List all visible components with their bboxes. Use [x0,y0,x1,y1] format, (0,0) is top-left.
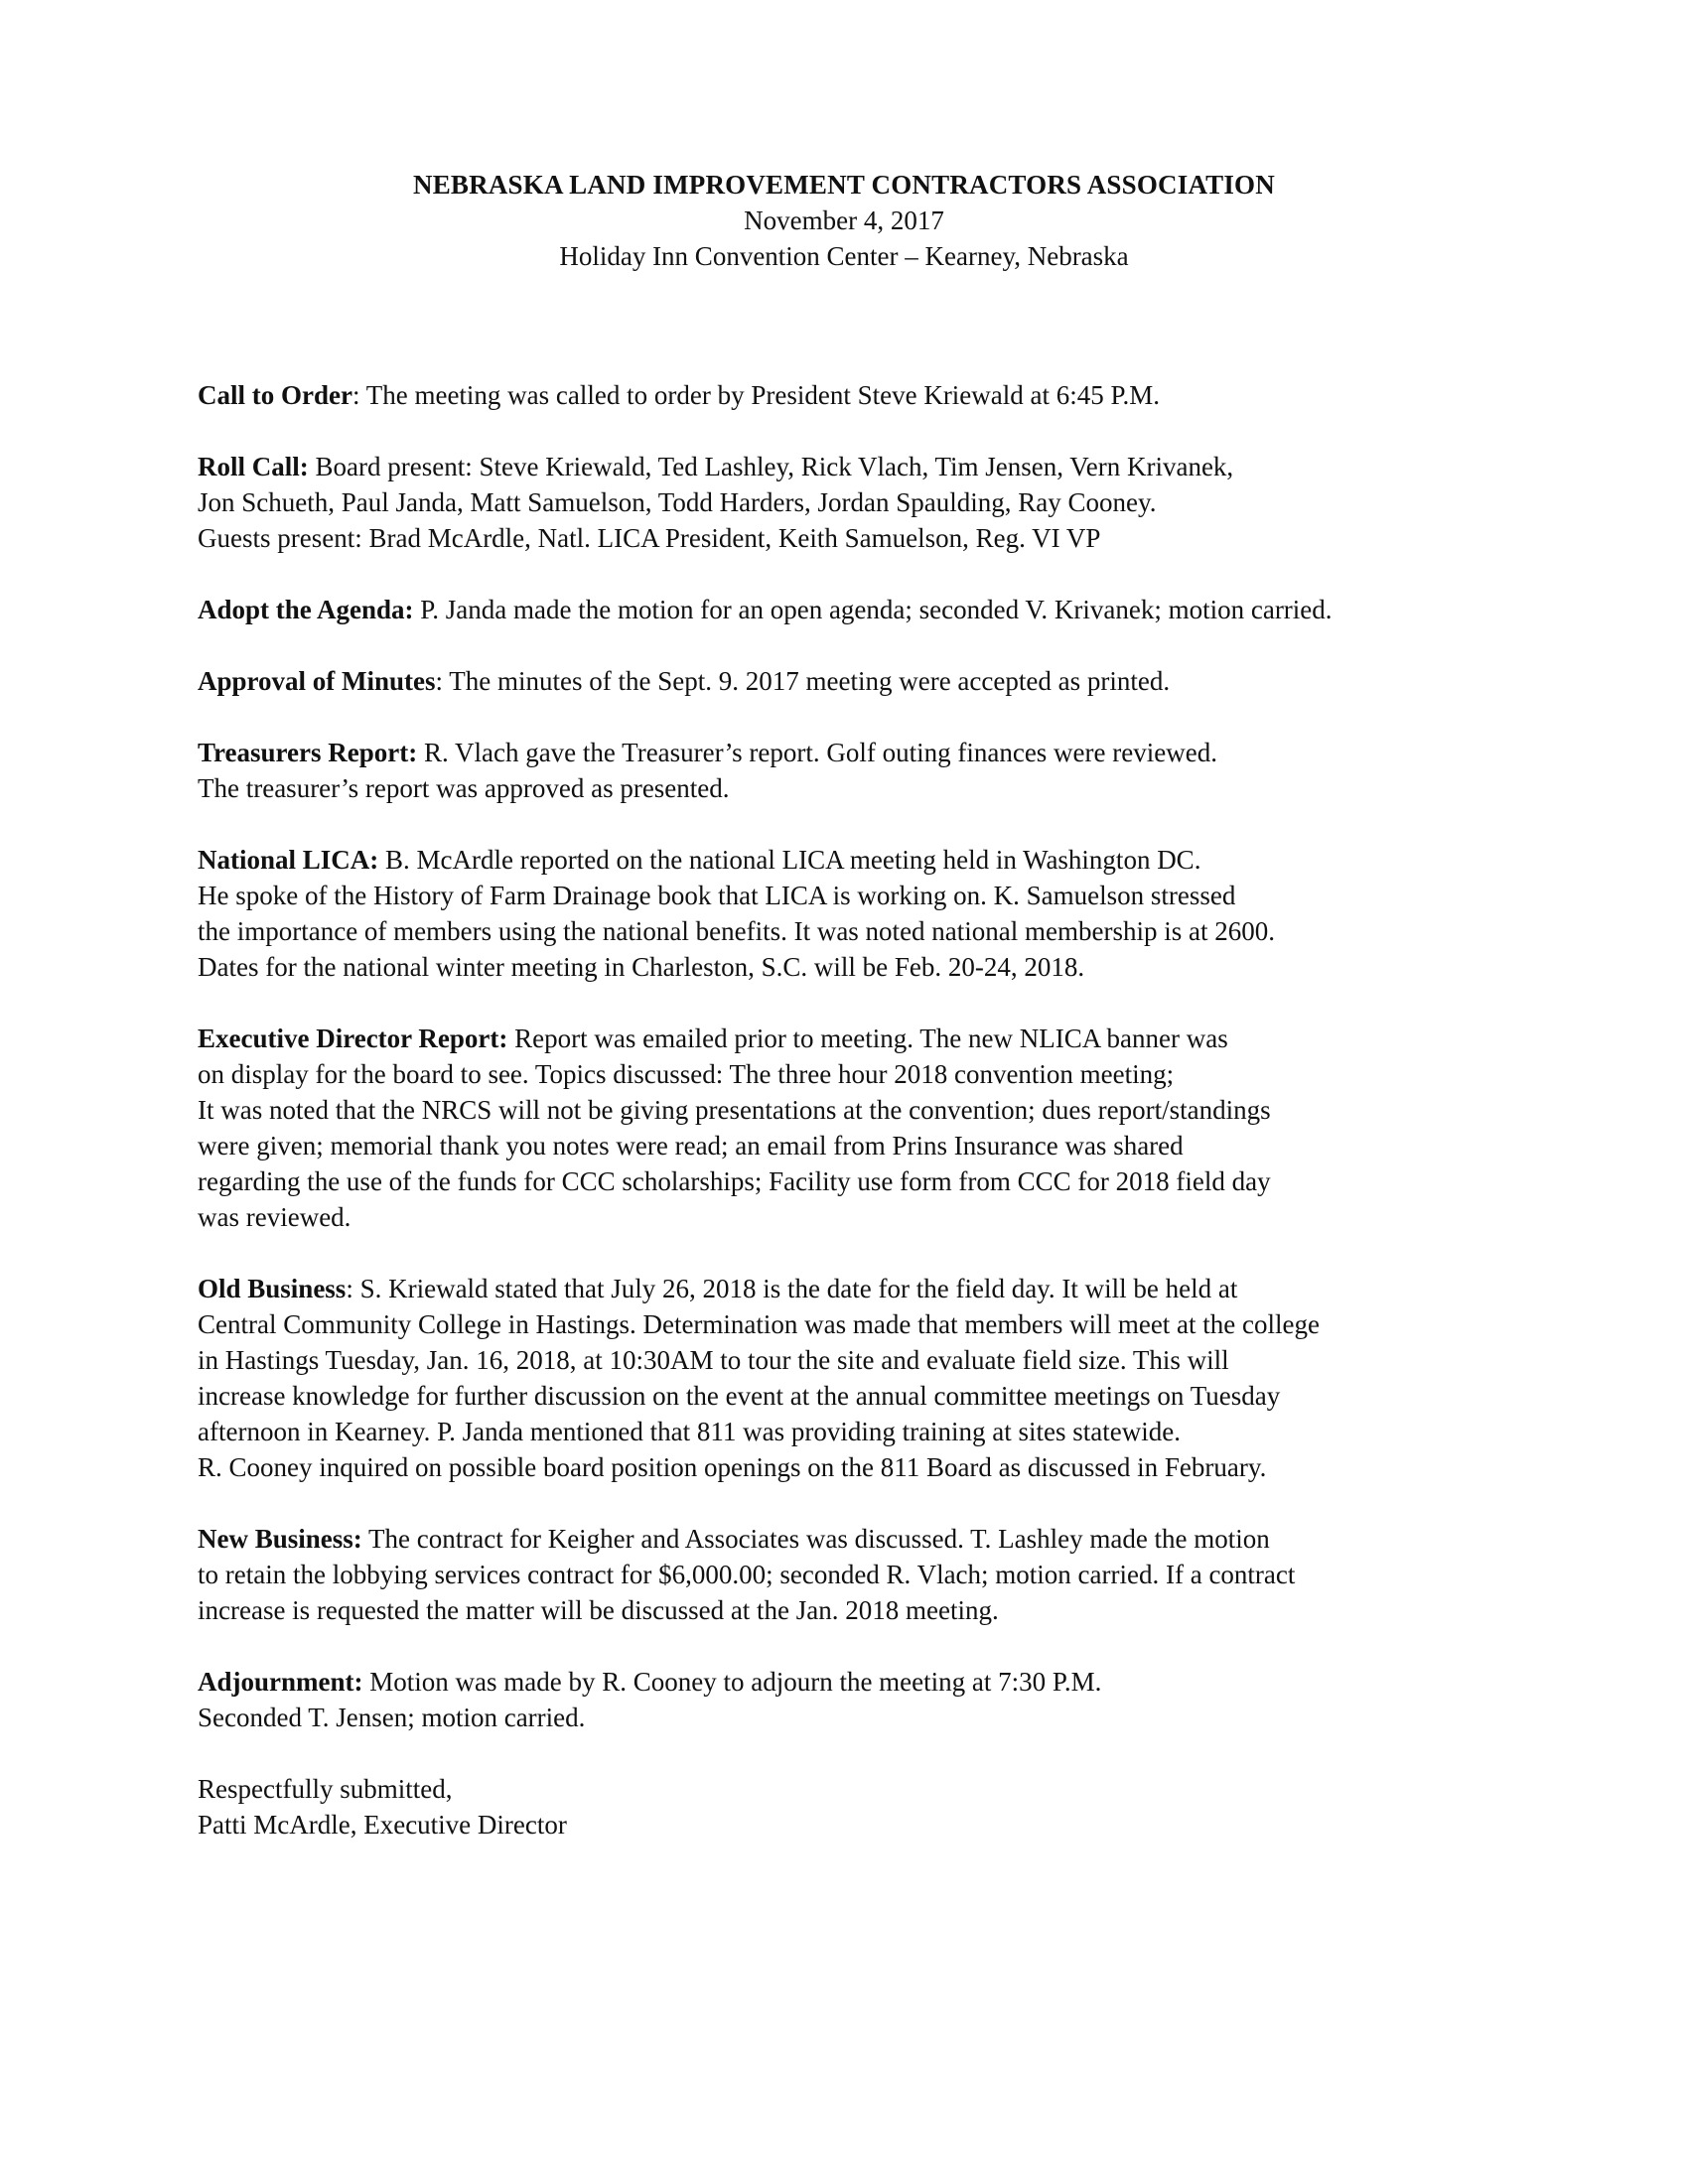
section-label: Executive Director Report: [198,1024,508,1053]
section-label: National LICA: [198,845,379,875]
section-adjournment [198,1664,1627,1735]
section-national-lica [198,842,1627,985]
section-text: : S. Kriewald stated that July 26, 2018 is the date for the field day. It will be held at [346,1274,1238,1303]
section-label: New Business: [198,1524,362,1554]
section-text: Seconded T. Jensen; motion carried. [198,1703,586,1732]
section-text: increase knowledge for further discussion on the event at the annual committee meetings on Tuesday [198,1381,1281,1411]
section-text: was reviewed. [198,1202,352,1232]
document-header [0,167,1688,274]
section-text: He spoke of the History of Farm Drainage book that LICA is working on. K. Samuelson stressed [198,881,1236,910]
section-treasurers-report [198,735,1627,806]
section-text: The treasurer’s report was approved as presented. [198,773,730,803]
section-label: Roll Call: [198,452,309,481]
section-text: Dates for the national winter meeting in Charleston, S.C. will be Feb. 20-24, 2018. [198,952,1085,982]
section-label: Adjournment: [198,1667,363,1697]
section-executive-director-report [198,1021,1627,1235]
minutes-body [198,377,1627,1878]
section-approval-minutes [198,663,1627,699]
section-text: Guests present: Brad McArdle, Natl. LICA President, Keith Samuelson, Reg. VI VP [198,523,1101,553]
section-call-to-order [198,377,1627,413]
section-text: Jon Schueth, Paul Janda, Matt Samuelson, Todd Harders, Jordan Spaulding, Ray Cooney. [198,487,1157,517]
section-text: : The minutes of the Sept. 9. 2017 meeting were accepted as printed. [435,666,1171,696]
signatory-name: Patti McArdle, Executive Director [198,1810,567,1840]
section-text: : The meeting was called to order by President Steve Kriewald at 6:45 P.M. [352,380,1161,410]
section-roll-call [198,449,1627,556]
section-text: P. Janda made the motion for an open agenda; seconded V. Krivanek; motion carried. [413,595,1333,624]
meeting-date: November 4, 2017 [744,205,944,235]
closing-salutation: Respectfully submitted, [198,1774,453,1804]
section-text: R. Cooney inquired on possible board position openings on the 811 Board as discussed in February. [198,1452,1267,1482]
organization-title: NEBRASKA LAND IMPROVEMENT CONTRACTORS ASSOCIATION [413,170,1275,200]
section-text: in Hastings Tuesday, Jan. 16, 2018, at 10:30AM to tour the site and evaluate field size. This will [198,1345,1229,1375]
section-text: regarding the use of the funds for CCC scholarships; Facility use form from CCC for 2018 field day [198,1166,1271,1196]
section-label: Treasurers Report: [198,738,418,767]
section-label: Approval of Minutes [198,666,436,696]
section-text: Motion was made by R. Cooney to adjourn the meeting at 7:30 P.M. [362,1667,1102,1697]
section-text: to retain the lobbying services contract for $6,000.00; seconded R. Vlach; motion carried. If a contract [198,1560,1296,1589]
section-text: afternoon in Kearney. P. Janda mentioned that 811 was providing training at sites statewide. [198,1417,1182,1446]
section-label: Call to Order [198,380,352,410]
section-new-business [198,1521,1627,1628]
section-text: increase is requested the matter will be discussed at the Jan. 2018 meeting. [198,1595,999,1625]
section-text: R. Vlach gave the Treasurer’s report. Golf outing finances were reviewed. [417,738,1217,767]
section-old-business [198,1271,1627,1485]
section-label: Old Business [198,1274,347,1303]
section-text: Board present: Steve Kriewald, Ted Lashley, Rick Vlach, Tim Jensen, Vern Krivanek, [308,452,1234,481]
section-text: were given; memorial thank you notes were read; an email from Prins Insurance was shared [198,1131,1184,1160]
section-text: on display for the board to see. Topics discussed: The three hour 2018 convention meeting; [198,1059,1175,1089]
closing-signature [198,1771,1627,1843]
section-text: The contract for Keigher and Associates was discussed. T. Lashley made the motion [361,1524,1270,1554]
section-text: Central Community College in Hastings. Determination was made that members will meet at the college [198,1309,1320,1339]
section-text: It was noted that the NRCS will not be giving presentations at the convention; dues report/standings [198,1095,1271,1125]
section-adopt-agenda [198,592,1627,627]
meeting-location: Holiday Inn Convention Center – Kearney, Nebraska [559,241,1129,271]
section-text: Report was emailed prior to meeting. The new NLICA banner was [507,1024,1228,1053]
section-text: the importance of members using the national benefits. It was noted national membership is at 2600. [198,916,1275,946]
section-text: B. McArdle reported on the national LICA meeting held in Washington DC. [378,845,1201,875]
section-label: Adopt the Agenda: [198,595,414,624]
